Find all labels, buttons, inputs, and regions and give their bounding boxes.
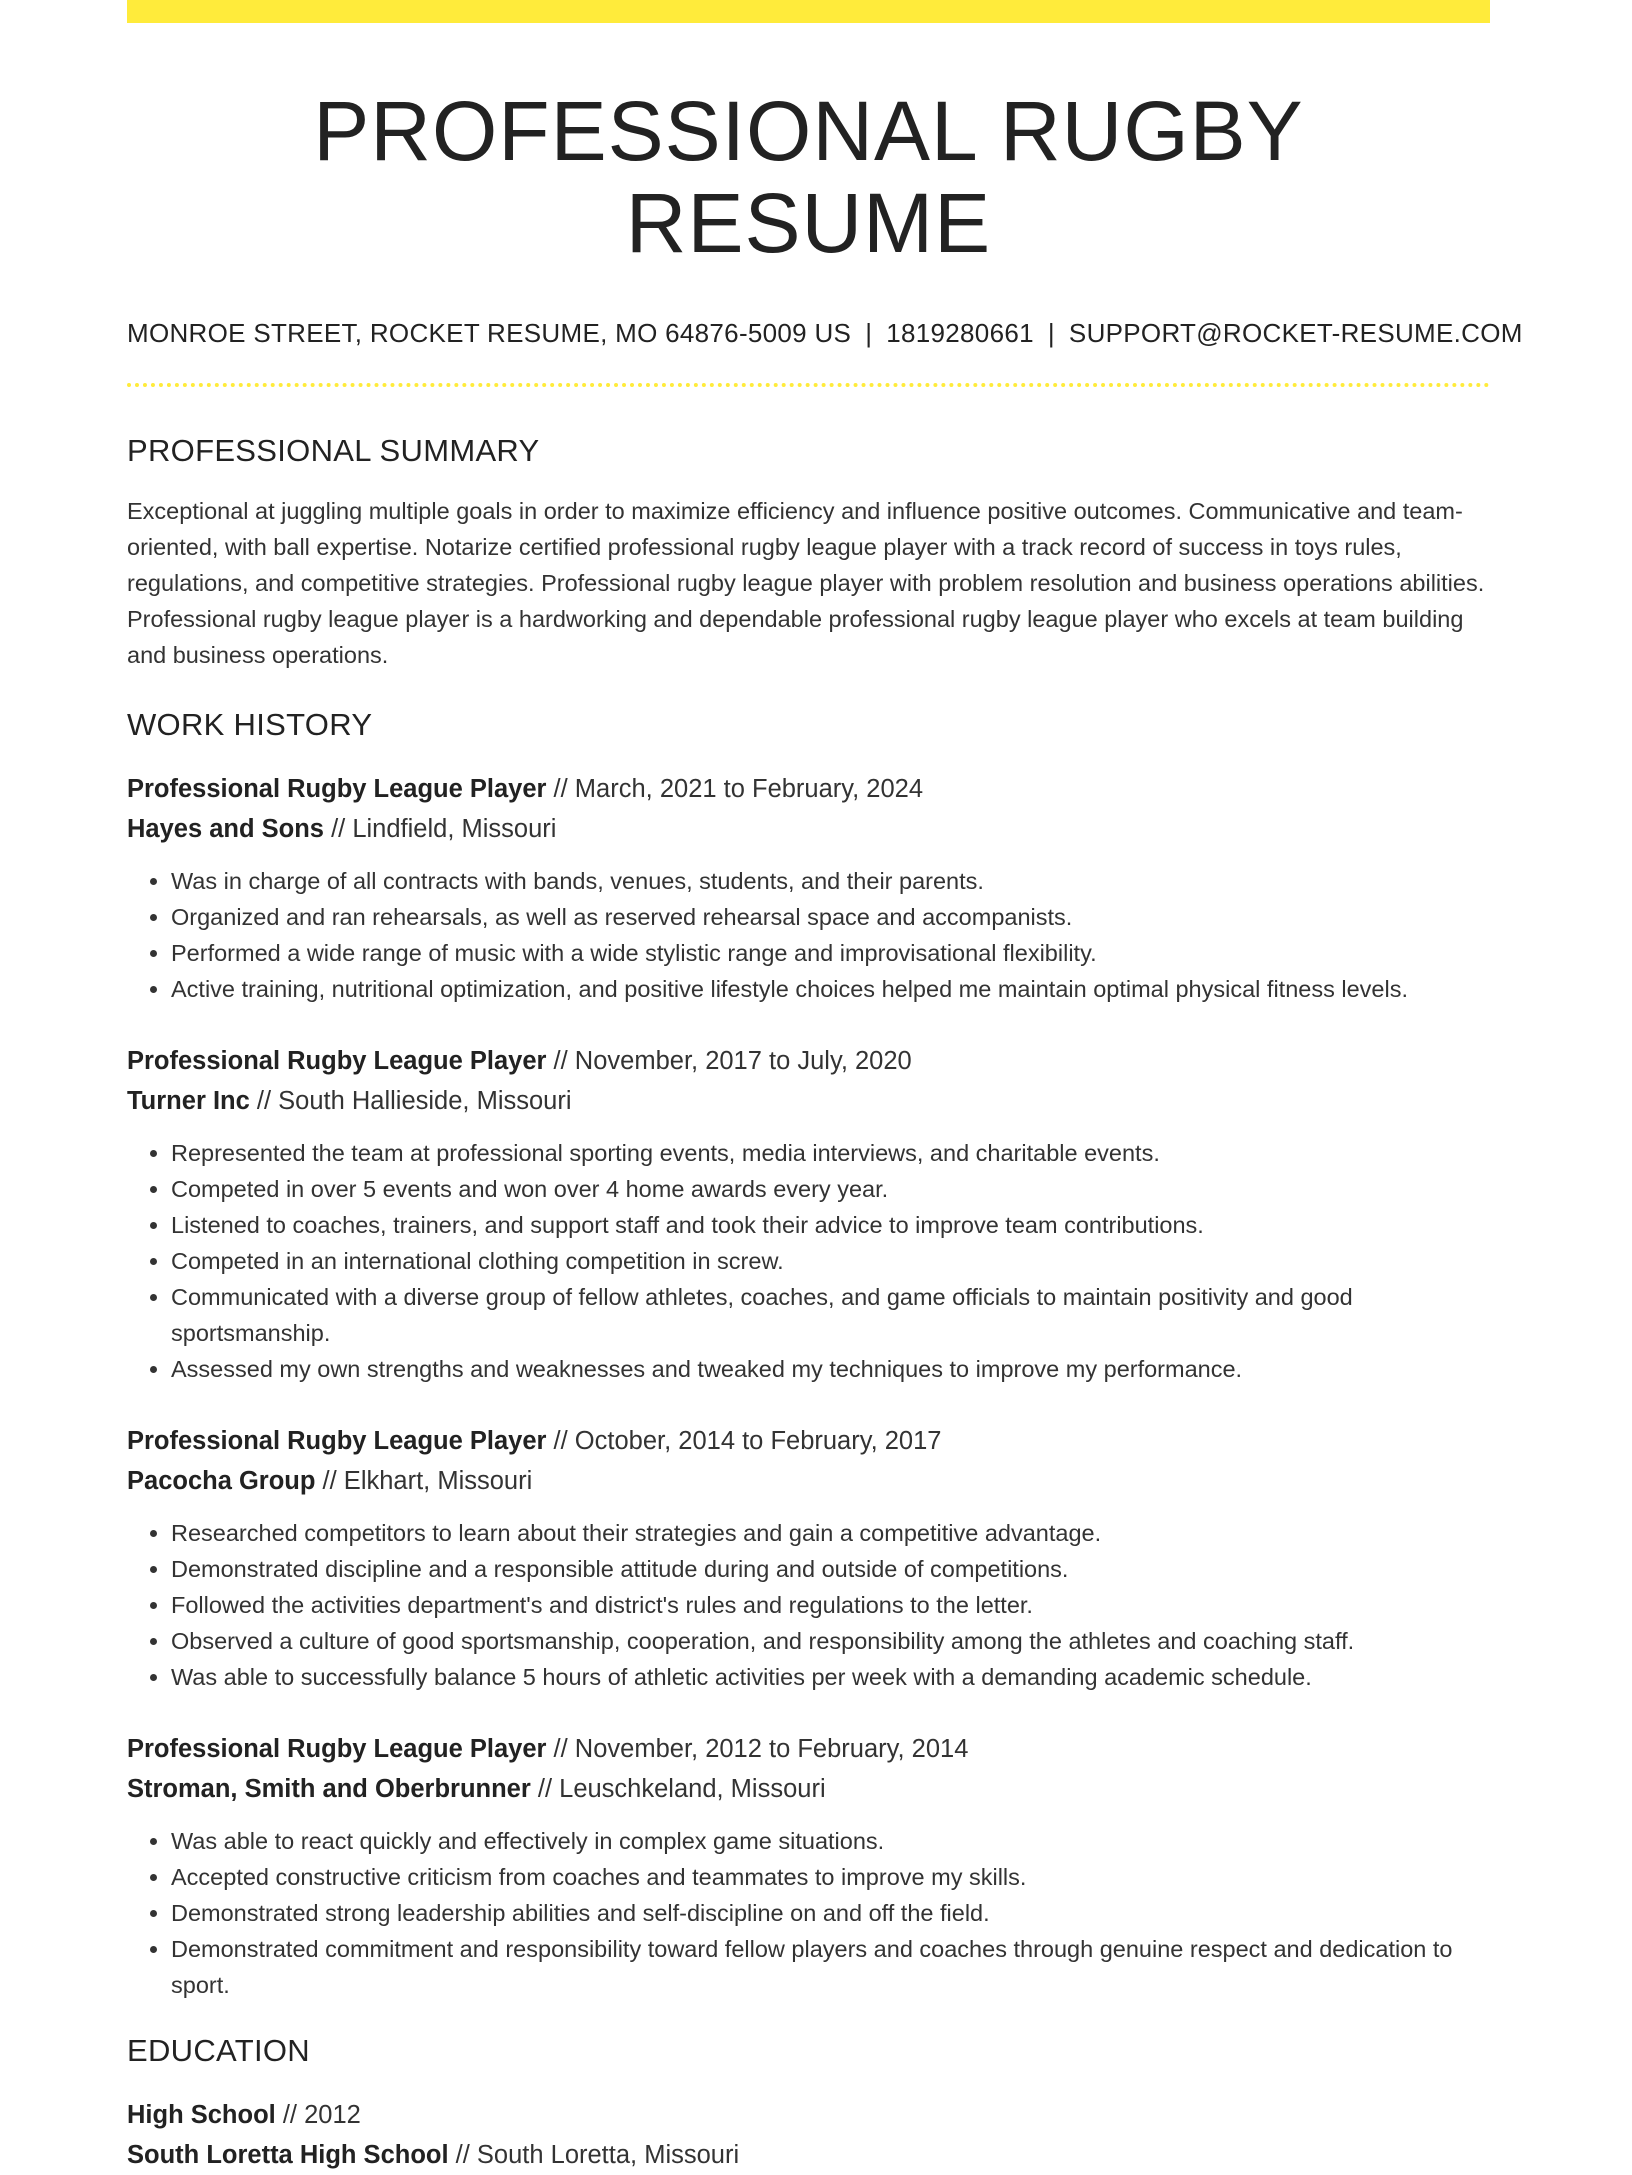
job-title-line xyxy=(127,1421,1490,1461)
job-bullet: • Active training, nutritional optimization, and positive lifestyle choices helped me maintain optimal physical fitness levels. xyxy=(171,971,1490,1007)
job-bullet: • Followed the activities department's and district's rules and regulations to the letter. xyxy=(171,1587,1490,1623)
job-title: Professional Rugby League Player xyxy=(127,1426,547,1455)
job-title-line xyxy=(127,1729,1490,1769)
dotted-divider xyxy=(127,383,1490,387)
education-school-line xyxy=(127,2135,1490,2175)
job-bullet: • Competed in an international clothing competition in screw. xyxy=(171,1243,1490,1279)
job-title-line xyxy=(127,769,1490,809)
job-bullet: • Was in charge of all contracts with bands, venues, students, and their parents. xyxy=(171,863,1490,899)
job-company: Hayes and Sons xyxy=(127,814,324,843)
job-title: Professional Rugby League Player xyxy=(127,774,547,803)
job-bullet: • Represented the team at professional sporting events, media interviews, and charitable events. xyxy=(171,1135,1490,1171)
contact-phone: 1819280661 xyxy=(886,317,1034,348)
contact-separator: | xyxy=(1047,317,1055,348)
job-dates: // November, 2017 to July, 2020 xyxy=(546,1046,912,1075)
job-company-line xyxy=(127,809,1490,849)
job-bullet: • Listened to coaches, trainers, and support staff and took their advice to improve team contributions. xyxy=(171,1207,1490,1243)
job-bullet: • Researched competitors to learn about their strategies and gain a competitive advantage. xyxy=(171,1515,1490,1551)
job-title-line xyxy=(127,1041,1490,1081)
education-degree: High School xyxy=(127,2100,276,2129)
job-entry xyxy=(127,769,1490,1007)
job-location: // South Hallieside, Missouri xyxy=(249,1086,572,1115)
job-dates: // October, 2014 to February, 2017 xyxy=(546,1426,942,1455)
education-degree-line xyxy=(127,2095,1490,2135)
resume-title: PROFESSIONAL RUGBY RESUME xyxy=(313,84,1304,271)
job-location: // Elkhart, Missouri xyxy=(315,1466,533,1495)
work-history-heading: WORK HISTORY xyxy=(127,706,373,742)
education-entry xyxy=(127,2095,1490,2175)
contact-email: SUPPORT@ROCKET-RESUME.COM xyxy=(1068,317,1523,348)
job-bullet: • Competed in over 5 events and won over 4 home awards every year. xyxy=(171,1171,1490,1207)
education-location: // South Loretta, Missouri xyxy=(448,2140,740,2169)
education-year: // 2012 xyxy=(275,2100,361,2129)
contact-address: MONROE STREET, ROCKET RESUME, MO 64876-5009 US xyxy=(127,317,852,348)
work-history-list xyxy=(127,769,1490,2003)
job-bullet: • Was able to successfully balance 5 hours of athletic activities per week with a demanding academic schedule. xyxy=(171,1659,1490,1695)
job-company: Stroman, Smith and Oberbrunner xyxy=(127,1774,531,1803)
job-entry xyxy=(127,1041,1490,1387)
job-bullet-list xyxy=(127,1135,1490,1387)
job-bullet-list xyxy=(127,1823,1490,2003)
job-title: Professional Rugby League Player xyxy=(127,1734,547,1763)
job-bullet: • Observed a culture of good sportsmanship, cooperation, and responsibility among the athletes and coaching staff. xyxy=(171,1623,1490,1659)
contact-line xyxy=(127,317,1523,349)
job-title: Professional Rugby League Player xyxy=(127,1046,547,1075)
job-company-line xyxy=(127,1769,1490,1809)
job-bullet-list xyxy=(127,863,1490,1007)
job-entry xyxy=(127,1421,1490,1695)
job-bullet: • Demonstrated strong leadership abilities and self-discipline on and off the field. xyxy=(171,1895,1490,1931)
job-bullet: • Communicated with a diverse group of fellow athletes, coaches, and game officials to maintain positivity and good sportsmanship. xyxy=(171,1279,1490,1351)
job-dates: // November, 2012 to February, 2014 xyxy=(546,1734,969,1763)
job-dates: // March, 2021 to February, 2024 xyxy=(546,774,924,803)
job-company: Pacocha Group xyxy=(127,1466,316,1495)
job-company: Turner Inc xyxy=(127,1086,250,1115)
job-entry xyxy=(127,1729,1490,2003)
job-bullet: • Was able to react quickly and effectively in complex game situations. xyxy=(171,1823,1490,1859)
resume-page xyxy=(127,0,1523,2175)
job-bullet: • Organized and ran rehearsals, as well as reserved rehearsal space and accompanists. xyxy=(171,899,1490,935)
summary-text: Exceptional at juggling multiple goals in order to maximize efficiency and influence positive outcomes. Communicative and team-oriented, with ball expertise. Notarize certified professional rugby league player with a track record of success in toys rules, regulations, and competitive strategies. Professional rugby league player with problem resolution and business operations abilities. Professional rugby league player is a hardworking and dependable professional rugby league player who excels at team building and business operations. xyxy=(127,497,1485,668)
job-bullet-list xyxy=(127,1515,1490,1695)
job-company-line xyxy=(127,1461,1490,1501)
job-bullet: • Assessed my own strengths and weaknesses and tweaked my techniques to improve my performance. xyxy=(171,1351,1490,1387)
job-bullet: • Accepted constructive criticism from coaches and teammates to improve my skills. xyxy=(171,1859,1490,1895)
top-accent-bar xyxy=(127,0,1490,23)
job-location: // Leuschkeland, Missouri xyxy=(530,1774,826,1803)
job-bullet: • Demonstrated discipline and a responsible attitude during and outside of competitions. xyxy=(171,1551,1490,1587)
education-heading: EDUCATION xyxy=(127,2032,310,2068)
job-location: // Lindfield, Missouri xyxy=(324,814,557,843)
job-company-line xyxy=(127,1081,1490,1121)
education-school: South Loretta High School xyxy=(127,2140,449,2169)
job-bullet: • Performed a wide range of music with a wide stylistic range and improvisational flexibility. xyxy=(171,935,1490,971)
contact-separator: | xyxy=(865,317,873,348)
job-bullet: • Demonstrated commitment and responsibility toward fellow players and coaches through genuine respect and dedication to sport. xyxy=(171,1931,1490,2003)
summary-heading: PROFESSIONAL SUMMARY xyxy=(127,432,540,468)
